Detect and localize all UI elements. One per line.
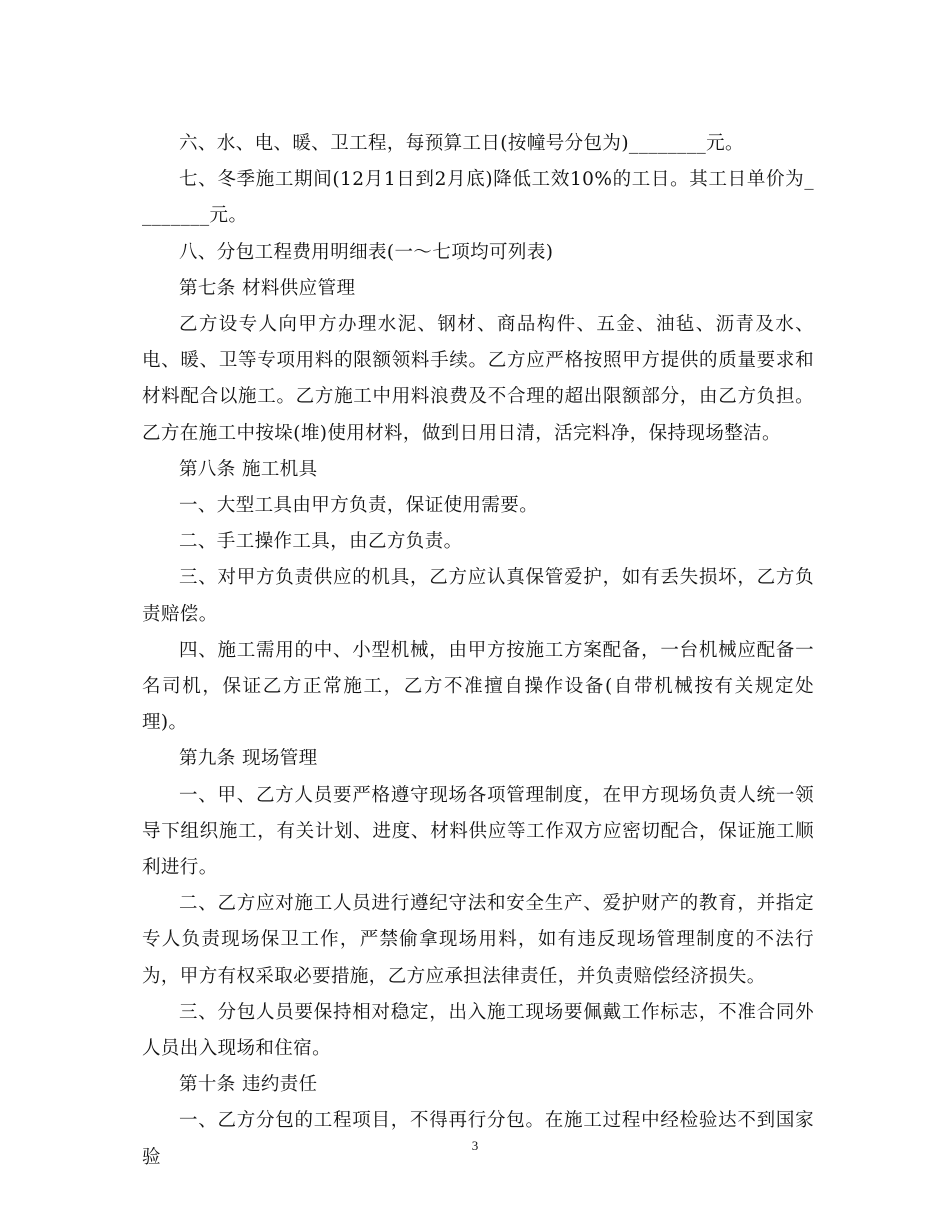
- paragraph-item-7: 七、冬季施工期间(12月1日到2月底)降低工效10%的工日。其工日单价为________元。: [142, 169, 814, 227]
- paragraph-tools-2: 二、手工操作工具，由乙方负责。: [179, 531, 463, 553]
- paragraph-material-supply: 乙方设专人向甲方办理水泥、钢材、商品构件、五金、油毡、沥青及水、电、暖、卫等专项用料的限额领料手续。乙方应严格按照甲方提供的质量要求和材料配合以施工。乙方施工中用料浪费及不合理的超出限额部分，由乙方负担。乙方在施工中按垛(堆)使用材料，做到日用日清，活完料净，保持现场整洁。: [142, 314, 814, 444]
- paragraph-site-3: 三、分包人员要保持相对稳定，出入施工现场要佩戴工作标志，不准合同外人员出入现场和住宿。: [142, 1001, 814, 1060]
- paragraph-site-1: 一、甲、乙方人员要严格遵守现场各项管理制度，在甲方现场负责人统一领导下组织施工，有关计划、进度、材料供应等工作双方应密切配合，保证施工顺利进行。: [142, 784, 814, 879]
- paragraph-item-6: 六、水、电、暖、卫工程，每预算工日(按幢号分包为)________元。: [179, 133, 744, 154]
- section-heading-article-9: 第九条 现场管理: [179, 748, 318, 770]
- paragraph-breach-1: 一、乙方分包的工程项目，不得再行分包。在施工过程中经检验达不到国家验: [142, 1110, 814, 1168]
- paragraph-site-2: 二、乙方应对施工人员进行遵纪守法和安全生产、爱护财产的教育，并指定专人负责现场保卫工作，严禁偷拿现场用料，如有违反现场管理制度的不法行为，甲方有权采取必要措施，乙方应承担法律责任，并负责赔偿经济损失。: [142, 893, 814, 987]
- paragraph-item-8: 八、分包工程费用明细表(一～七项均可列表): [179, 241, 554, 263]
- section-heading-article-10: 第十条 违约责任: [179, 1074, 318, 1096]
- paragraph-tools-1: 一、大型工具由甲方负责，保证使用需要。: [179, 495, 539, 517]
- page-number: 3: [471, 1138, 479, 1153]
- section-heading-article-8: 第八条 施工机具: [179, 458, 318, 480]
- paragraph-tools-3: 三、对甲方负责供应的机具，乙方应认真保管爱护，如有丢失损坏，乙方负责赔偿。: [142, 567, 814, 625]
- document-body: [142, 126, 814, 1176]
- section-heading-article-7: 第七条 材料供应管理: [179, 277, 356, 299]
- paragraph-tools-4: 四、施工需用的中、小型机械，由甲方按施工方案配备，一台机械应配备一名司机，保证乙方正常施工，乙方不准擅自操作设备(自带机械按有关规定处理)。: [142, 639, 814, 734]
